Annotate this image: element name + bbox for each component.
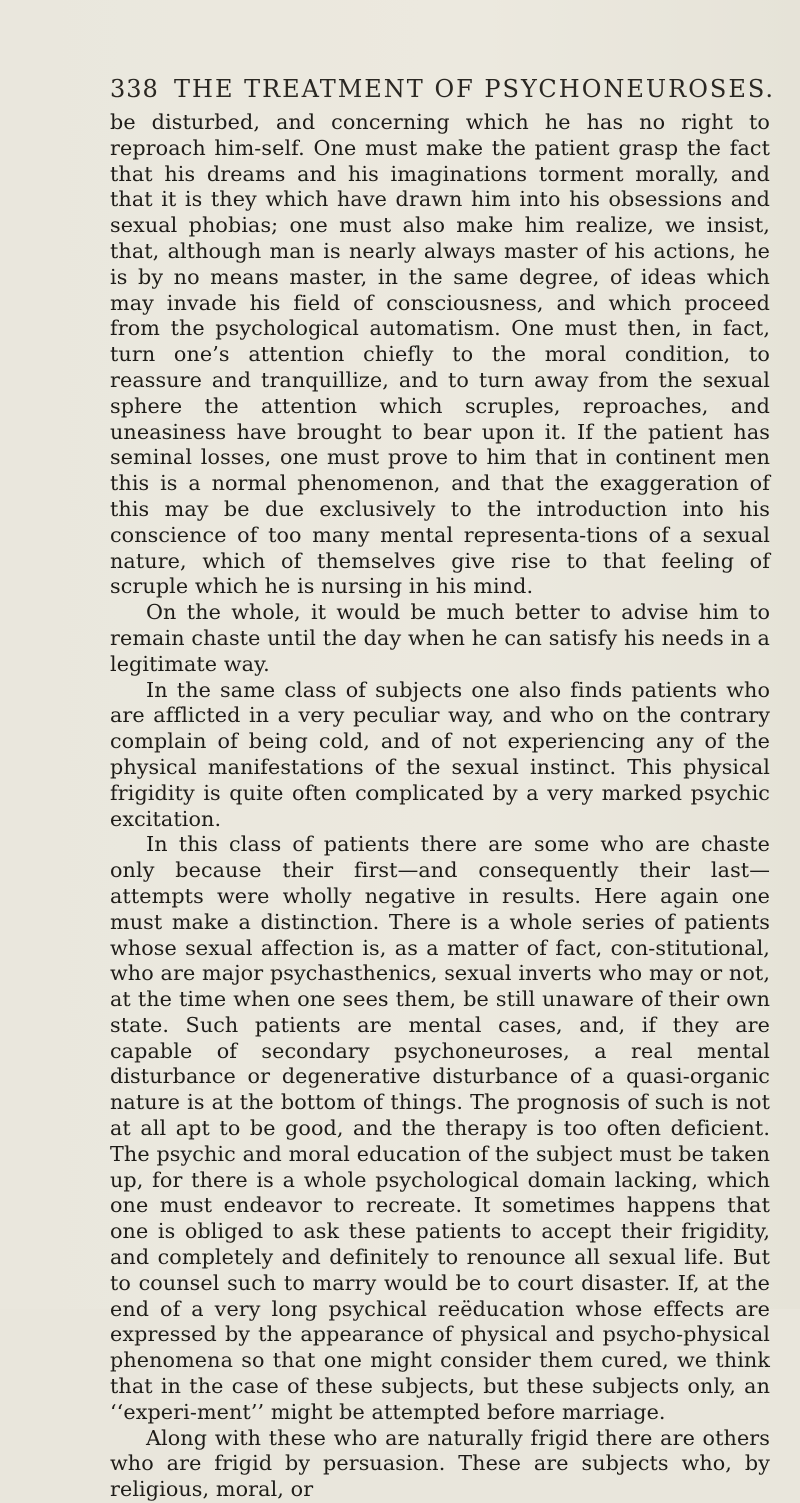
body-text: [110, 110, 770, 1503]
paragraph: On the whole, it would be much better to advise him to remain chaste until the day when he can satisfy his needs in a legitimate way.: [110, 600, 770, 676]
running-head: THE TREATMENT OF PSYCHONEUROSES.: [174, 75, 776, 103]
paragraph: Along with these who are naturally frigid there are others who are frigid by persuasion. These are subjects who, by religious, moral, or: [110, 1425, 770, 1502]
paragraph: In the same class of subjects one also finds patients who are afflicted in a very peculiar way, and who on the contrary complain of being cold, and of not experiencing any of the physical manifestations of the sexual instinct. This physical frigidity is quite often complicated by a very marked psychic excitation.: [110, 677, 770, 831]
paragraph-continuation: be disturbed, and concerning which he has no right to reproach him-self. One must make the patient grasp the fact that his dreams and his imaginations torment morally, and that it is they which have drawn him into his obsessions and sexual phobias; one must also make him realize, we insist, that, although man is nearly always master of his actions, he is by no means master, in the same degree, of ideas which may invade his field of consciousness, and which proceed from the psychological automatism. One must then, in fact, turn one’s attention chiefly to the moral condition, to reassure and tranquillize, and to turn away from the sexual sphere the attention which scruples, reproaches, and uneasiness have brought to bear upon it. If the patient has seminal losses, one must prove to him that in continent men this is a normal phenomenon, and that the exaggeration of this may be due exclusively to the introduction into his conscience of too many mental representa-tions of a sexual nature, which of themselves give rise to that feeling of scruple which he is nursing in his mind.: [110, 110, 770, 599]
page-number: 338: [110, 75, 159, 103]
paragraph: In this class of patients there are some who are chaste only because their first—and consequently their last—attempts were wholly negative in results. Here again one must make a distinction. There is a whole series of patients whose sexual affection is, as a matter of fact, con-stitutional, who are major psychasthenics, sexual inverts who may or not, at the time when one sees them, be still unaware of their own state. Such patients are mental cases, and, if they are capable of secondary psychoneuroses, a real mental disturbance or degenerative disturbance of a quasi-organic nature is at the bottom of things. The prognosis of such is not at all apt to be good, and the therapy is too often deficient. The psychic and moral education of the subject must be taken up, for there is a whole psychological domain lacking, which one must endeavor to recreate. It sometimes happens that one is obliged to ask these patients to accept their frigidity, and completely and definitely to renounce all sexual life. But to counsel such to marry would be to court disaster. If, at the end of a very long psychical reëducation whose effects are expressed by the appearance of physical and psycho-physical phenomena so that one might consider them cured, we think that in the case of these subjects, but these subjects only, an ‘‘experi-ment’’ might be attempted before marriage.: [110, 832, 770, 1424]
page-header: [110, 75, 776, 111]
